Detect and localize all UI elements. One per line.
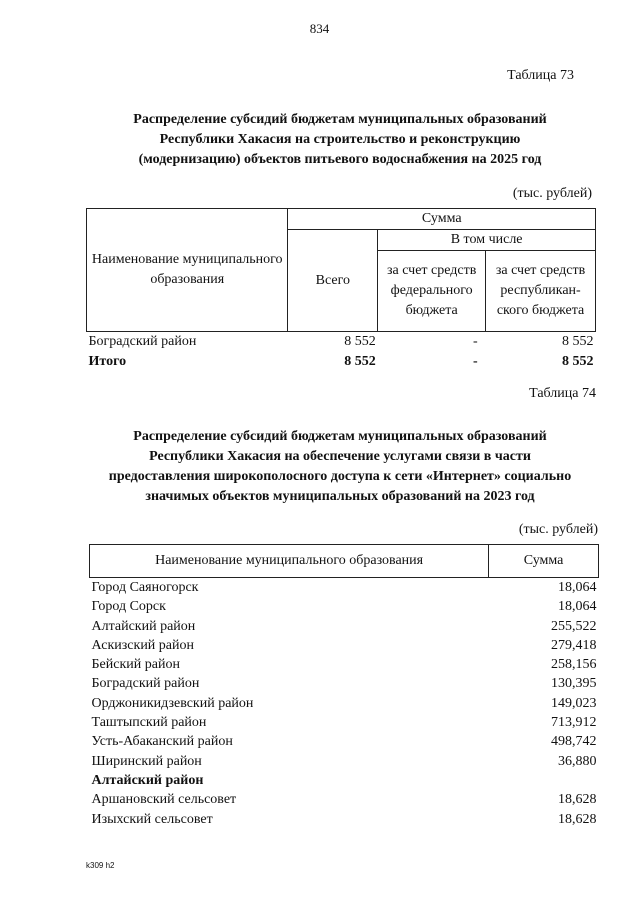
table73-title [60,110,620,170]
col-header-name: Наименование муниципального образования [90,545,489,578]
cell-name: Боградский район [91,676,200,692]
group-name: Алтайский район [91,772,204,788]
table-row [90,790,599,809]
cell-total: 8 552 [344,354,376,369]
table-row [90,578,599,598]
col-header-republic: за счет средств республикан-ского бюджета [486,251,596,332]
table73-unit: (тыс. рублей) [512,186,592,201]
table73-label: Таблица 73 [507,68,574,83]
cell-name: Итого [88,354,127,369]
table-row [90,674,599,693]
cell-value: 18,628 [558,792,597,808]
cell-name: Алтайский район [91,618,196,634]
cell-value: 18,628 [558,811,597,827]
table74 [89,544,599,829]
cell-republic: 8 552 [562,334,594,349]
cell-value: 279,418 [551,637,597,653]
cell-name: Изыхский сельсовет [91,811,213,827]
table73-title-line: (модернизацию) объектов питьевого водоснабжения на 2025 год [138,152,542,167]
cell-republic: 8 552 [562,354,594,369]
table-row [87,332,596,353]
cell-value: 18,064 [558,599,597,615]
col-header-sum: Сумма [489,545,599,578]
cell-value: 713,912 [551,715,597,731]
table-row [90,636,599,655]
cell-total: 8 552 [344,334,376,349]
cell-value: 36,880 [558,753,597,769]
table-row [90,810,599,829]
col-header-name: Наименование муниципального образования [87,209,288,332]
cell-value: 149,023 [551,695,597,711]
cell-value: 130,395 [551,676,597,692]
total-row [87,352,596,372]
col-header-total: Всего [288,230,378,332]
table-row [90,655,599,674]
table74-unit: (тыс. рублей) [518,522,598,537]
cell-federal: - [472,354,478,369]
cell-name: Город Сорск [91,599,166,615]
cell-name: Боградский район [88,334,197,349]
table74-title-line: Распределение субсидий бюджетам муниципальных образований [133,429,547,444]
cell-value: 258,156 [551,657,597,673]
cell-value: 255,522 [551,618,597,634]
table73-title-line: Республики Хакасия на строительство и реконструкцию [159,132,521,147]
cell-value: 18,064 [558,580,597,595]
table-row [90,617,599,636]
table74-title-line: предоставления широкополосного доступа к сети «Интернет» социально [108,469,572,484]
cell-name: Орджоникидзевский район [91,695,254,711]
table74-title-line: Республики Хакасия на обеспечение услугами связи в части [149,449,531,464]
table-row [90,713,599,732]
table-row [90,752,599,771]
table74-title-line: значимых объектов муниципальных образований на 2023 год [145,489,535,504]
col-header-incl: В том числе [378,230,596,251]
cell-name: Ширинский район [91,753,202,769]
cell-name: Бейский район [91,657,180,673]
table-row [90,597,599,616]
cell-name: Аршановский сельсовет [91,792,237,808]
cell-federal: - [472,334,478,349]
footer-code: k309 h2 [86,861,115,870]
table-row [90,694,599,713]
cell-name: Усть-Абаканский район [91,734,233,750]
group-header-row [90,771,599,790]
table74-title [60,427,620,507]
table73-title-line: Распределение субсидий бюджетам муниципальных образований [133,112,547,127]
col-header-federal: за счет средств федерального бюджета [378,251,486,332]
cell-name: Аскизский район [91,637,194,653]
table-row [90,732,599,751]
page-number: 834 [309,21,330,36]
cell-name: Город Саяногорск [91,580,199,595]
col-header-sum: Сумма [288,209,596,230]
cell-value: 498,742 [551,734,597,750]
table74-label: Таблица 74 [529,386,596,401]
cell-name: Таштыпский район [91,715,207,731]
table73 [86,208,596,372]
